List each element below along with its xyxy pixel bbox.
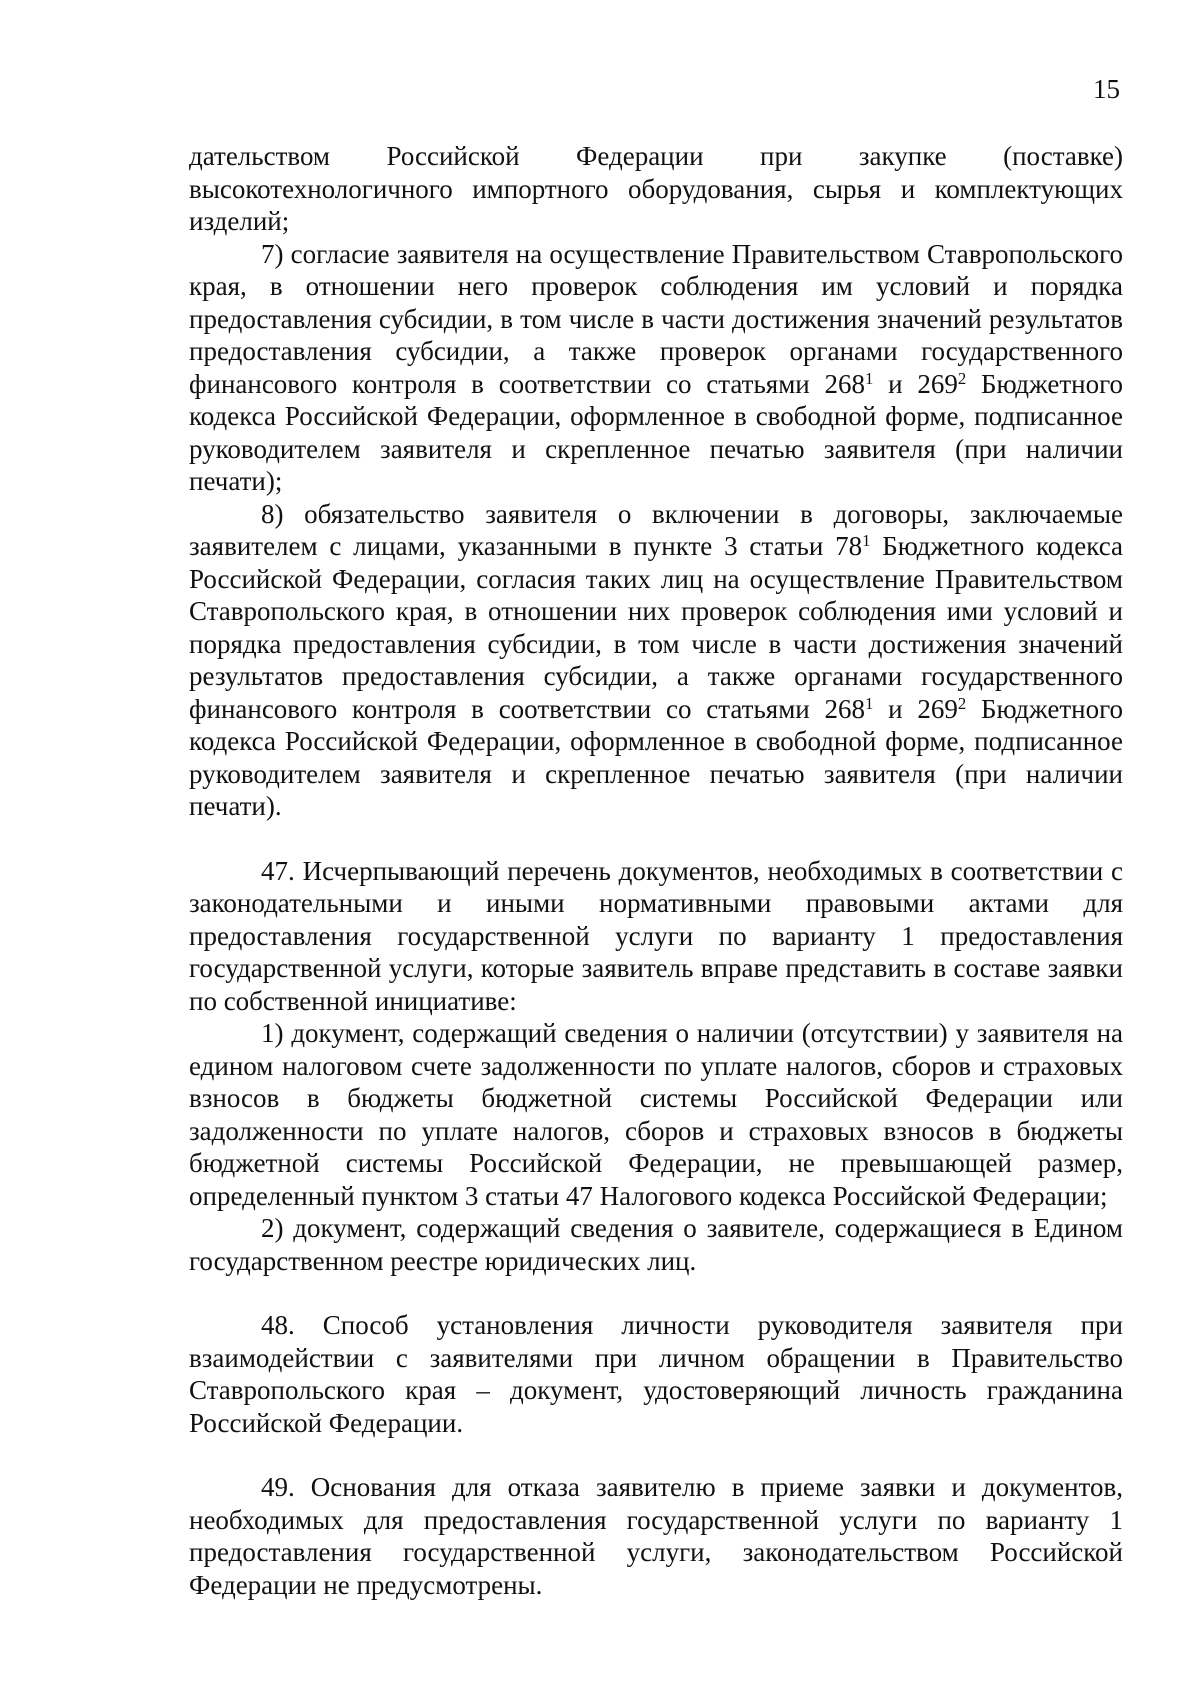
paragraph-item-7 bbox=[189, 238, 1123, 498]
paragraph-item-7-text-c: Бюджетного кодекса Российской Федерации, оформленное в свободной форме, подписанное руководителем заявителя и скрепленное печатью заявителя (при наличии печати); bbox=[189, 368, 1123, 496]
paragraph-item-7-text-a: 7) согласие заявителя на осуществление Правительством Ставропольского края, в отношении него проверок соблюдения им условий и порядка предоставления субсидии, в том числе в части достижения значений результатов предоставления субсидии, а также проверок органами государственного финансового контроля в соответствии со статьями 268 bbox=[189, 238, 1123, 399]
paragraph-section-47-item-1: 1) документ, содержащий сведения о наличии (отсутствии) у заявителя на едином налоговом счете задолженности по уплате налогов, сборов и страховых взносов в бюджеты бюджетной системы Российской Федерации или задолженности по уплате налогов, сборов и страховых взносов в бюджеты бюджетной системы Российской Федерации, не превышающей размер, определенный пунктом 3 статьи 47 Налогового кодекса Российской Федерации; bbox=[189, 1018, 1123, 1211]
page-number: 15 bbox=[1093, 74, 1120, 104]
paragraph-item-8-text-b: Бюджетного кодекса Российской Федерации, согласия таких лиц на осуществление Правительством Ставропольского края, в отношении них проверок соблюдения ими условий и порядка предоставления субсидии, в том числе в части достижения значений результатов предоставления субсидии, а также органами государственного финансового контроля в соответствии со статьями 268 bbox=[189, 531, 1123, 724]
paragraph-item-8 bbox=[189, 498, 1123, 823]
paragraph-item-7-text-b: и 269 bbox=[873, 368, 958, 399]
paragraph-section-49: 49. Основания для отказа заявителю в приеме заявки и документов, необходимых для предоставления государственной услуги по варианту 1 предоставления государственной услуги, законодательством Российской Федерации не предусмотрены. bbox=[189, 1472, 1123, 1600]
superscript: 2 bbox=[957, 368, 967, 388]
paragraph-continuation: дательством Российской Федерации при закупке (поставке) высокотехнологичного импортного оборудования, сырья и комплектующих изделий; bbox=[189, 141, 1123, 236]
paragraph-section-47-item-2: 2) документ, содержащий сведения о заявителе, содержащиеся в Едином государственном реестре юридических лиц. bbox=[189, 1213, 1123, 1276]
paragraph-section-48: 48. Способ установления личности руководителя заявителя при взаимодействии с заявителями при личном обращении в Правительство Ставропольского края – документ, удостоверяющий личность гражданина Российской Федерации. bbox=[189, 1310, 1123, 1438]
superscript: 1 bbox=[865, 693, 874, 713]
paragraph-item-8-text-a: 8) обязательство заявителя о включении в договоры, заключаемые заявителем с лицами, указанными в пункте 3 статьи 78 bbox=[189, 498, 1123, 561]
superscript: 2 bbox=[957, 693, 967, 713]
paragraph-item-8-text-c: и 269 bbox=[873, 693, 958, 724]
superscript: 1 bbox=[862, 530, 871, 550]
paragraph-section-47: 47. Исчерпывающий перечень документов, необходимых в соответствии с законодательными и иными нормативными правовыми актами для предоставления государственной услуги по варианту 1 предоставления государственной услуги, которые заявитель вправе представить в составе заявки по собственной инициативе: bbox=[189, 855, 1123, 1016]
document-body bbox=[189, 140, 1123, 1601]
superscript: 1 bbox=[865, 368, 874, 388]
paragraph-item-8-text-d: Бюджетного кодекса Российской Федерации, оформленное в свободной форме, подписанное руководителем заявителя и скрепленное печатью заявителя (при наличии печати). bbox=[189, 693, 1123, 821]
